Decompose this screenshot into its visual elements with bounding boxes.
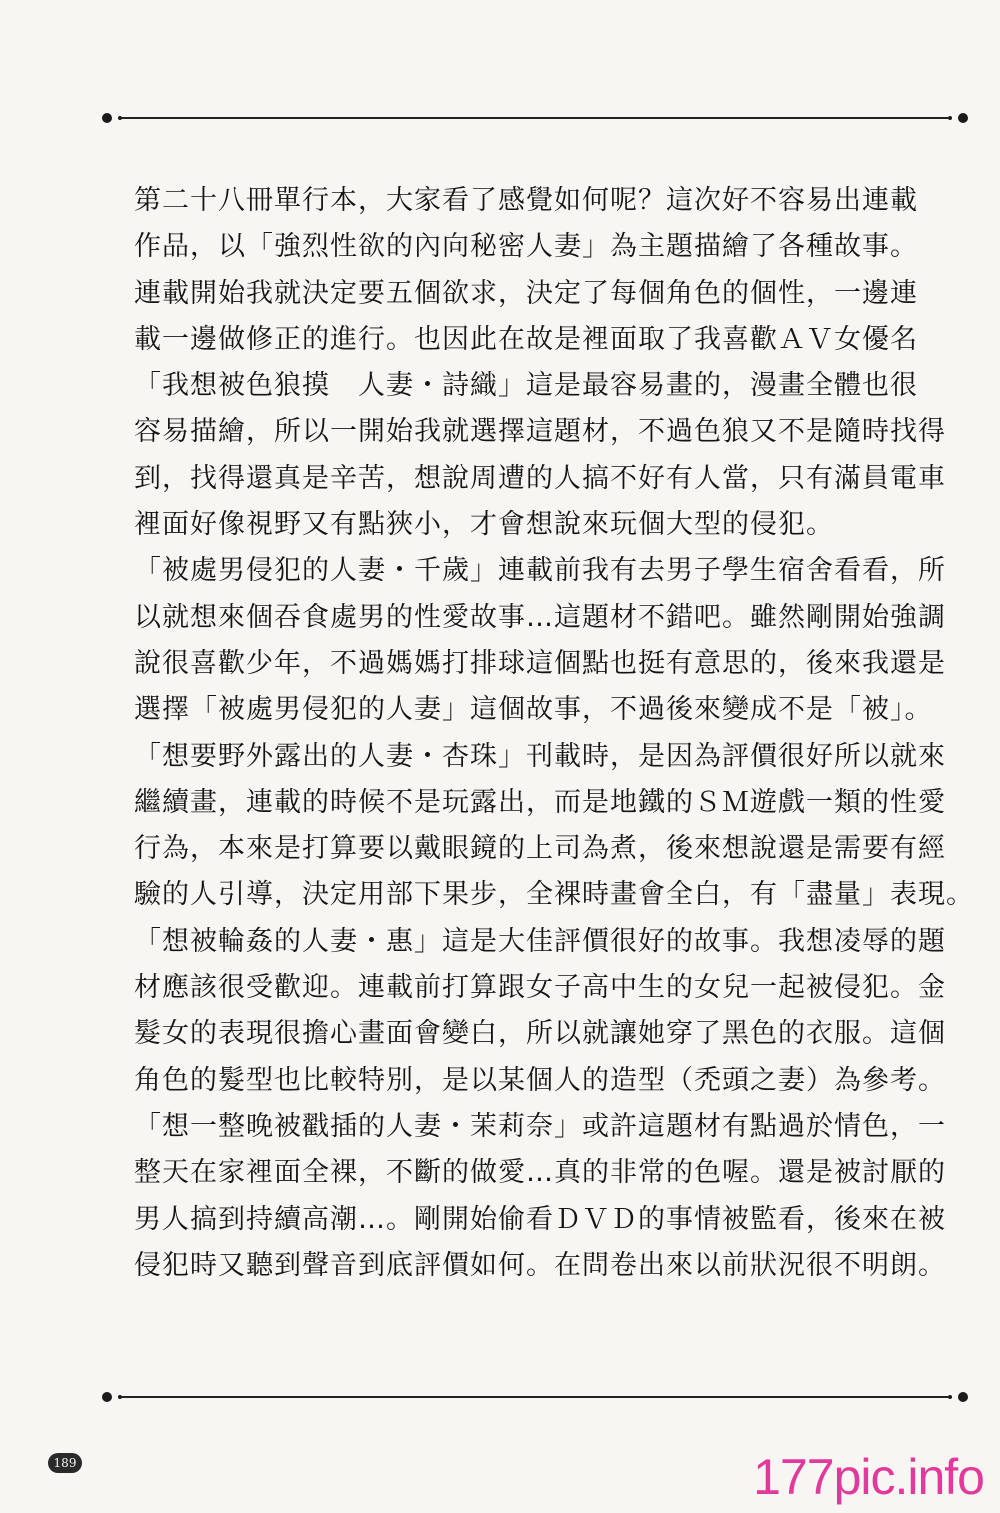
- text-line: 材應該很受歡迎。連載前打算跟女子高中生的女兒一起被侵犯。金: [134, 972, 946, 1004]
- afterword-text: [134, 178, 974, 1289]
- text-line: 裡面好像視野又有點狹小，才會想說來玩個大型的侵犯。: [134, 509, 834, 541]
- text-line: 以就想來個吞食處男的性愛故事…這題材不錯吧。雖然剛開始強調: [134, 601, 946, 633]
- text-line: 驗的人引導，決定用部下果步，全裸時畫會全白，有「盡量」表現。: [134, 879, 974, 911]
- text-line: 侵犯時又聽到聲音到底評價如何。在問卷出來以前狀況很不明朗。: [134, 1249, 946, 1281]
- divider-dot: [102, 113, 112, 123]
- text-line: 「想要野外露出的人妻・杏珠」刊載時，是因為評價很好所以就來: [134, 740, 946, 772]
- page-number: 189: [48, 1453, 82, 1473]
- text-line: 「被處男侵犯的人妻・千歲」連載前我有去男子學生宿舍看看，所: [134, 555, 946, 587]
- text-line: 「我想被色狼摸 人妻・詩織」這是最容易畫的，漫畫全體也很: [134, 370, 918, 402]
- text-line: 到，找得還真是辛苦，想說周遭的人搞不好有人當，只有滿員電車: [134, 462, 946, 494]
- text-line: 選擇「被處男侵犯的人妻」這個故事，不過後來變成不是「被」。: [134, 694, 933, 726]
- divider-dot: [958, 113, 968, 123]
- divider-dot: [958, 1392, 968, 1402]
- divider-dot: [948, 1395, 952, 1399]
- text-line: 作品，以「強烈性欲的內向秘密人妻」為主題描繪了各種故事。: [134, 231, 918, 263]
- text-line: 連載開始我就決定要五個欲求，決定了每個角色的個性，一邊連: [134, 277, 918, 309]
- text-line: 容易描繪，所以一開始我就選擇這題材，不過色狼又不是隨時找得: [134, 416, 946, 448]
- text-line: 載一邊做修正的進行。也因此在故是裡面取了我喜歡ＡＶ女優名: [134, 323, 918, 355]
- text-line: 角色的髮型也比較特別，是以某個人的造型（禿頭之妻）為參考。: [134, 1064, 946, 1096]
- text-line: 第二十八冊單行本，大家看了感覺如何呢？這次好不容易出連載: [134, 185, 918, 216]
- top-divider: [102, 111, 968, 125]
- site-watermark: 177pic.info: [753, 1449, 984, 1505]
- text-line: 男人搞到持續高潮…。剛開始偷看ＤＶＤ的事情被監看，後來在被: [134, 1203, 946, 1235]
- divider-dot: [102, 1392, 112, 1402]
- text-line: 髮女的表現很擔心畫面會變白，所以就讓她穿了黑色的衣服。這個: [134, 1018, 946, 1050]
- text-line: 「想被輪姦的人妻・惠」這是大佳評價很好的故事。我想凌辱的題: [134, 925, 946, 957]
- text-line: 說很喜歡少年，不過媽媽打排球這個點也挺有意思的，後來我還是: [134, 647, 946, 679]
- text-line: 行為，本來是打算要以戴眼鏡的上司為煮，後來想說還是需要有經: [134, 833, 946, 865]
- text-line: 繼續畫，連載的時候不是玩露出，而是地鐵的ＳＭ遊戲一類的性愛: [134, 786, 946, 818]
- text-line: 「想一整晚被戳插的人妻・茉莉奈」或許這題材有點過於情色，一: [134, 1110, 946, 1142]
- divider-dot: [948, 116, 952, 120]
- text-line: 整天在家裡面全裸，不斷的做愛…真的非常的色喔。還是被討厭的: [134, 1157, 946, 1189]
- divider-line: [122, 117, 948, 119]
- divider-line: [122, 1396, 948, 1398]
- bottom-divider: [102, 1390, 968, 1404]
